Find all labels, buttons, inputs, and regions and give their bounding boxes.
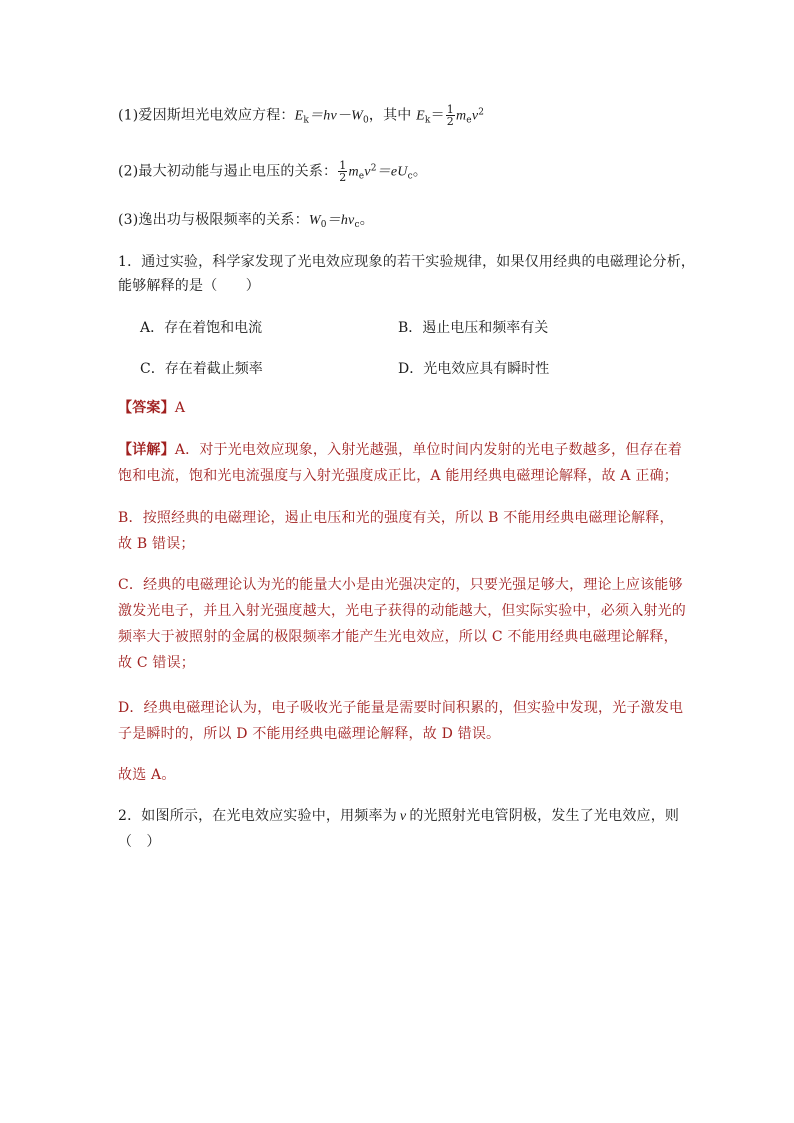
question-1-stem-line-1: 1．通过实验，科学家发现了光电效应现象的若干实验规律，如果仅用经典的电磁理论分析， <box>118 254 696 270</box>
answer-value: A <box>174 400 186 416</box>
detail-c-line-2: 激发光电子，并且入射光强度越大，光电子获得的动能越大，但实际实验中，必须入射光的 <box>118 603 686 619</box>
equation-rhs: ＝eU <box>376 164 408 180</box>
subscript-c: c <box>354 220 360 230</box>
option-b: B．遏止电压和频率有关 <box>398 320 549 336</box>
conclusion-line: 故选 A。 <box>118 767 176 783</box>
answer-line <box>118 398 185 418</box>
subscript-0: 0 <box>362 115 369 126</box>
subscript-c: c <box>407 171 413 182</box>
subscript-e: e <box>466 115 472 126</box>
question-1-stem-line-2: 能够解释的是（ ） <box>118 278 260 294</box>
subscript-k: k <box>424 115 431 126</box>
equation-rhs: ＝hν－W <box>309 108 363 124</box>
formula-work-function: (3)逸出功与极限频率的关系：$W_0=h\nu_c$。 <box>118 212 374 230</box>
detail-b-line-2: 故 B 错误； <box>118 536 195 552</box>
detail-c-line-4: 故 C 错误； <box>118 655 196 671</box>
option-a: A．存在着饱和电流 <box>140 320 263 336</box>
symbol-E: E <box>294 108 304 124</box>
superscript-2: 2 <box>370 163 377 174</box>
subscript-k: k <box>303 115 310 126</box>
option-d: D．光电效应具有瞬时性 <box>398 361 550 377</box>
symbol-v: v <box>471 108 479 124</box>
question-2-stem-line-2: （ ） <box>118 834 161 850</box>
fraction-half: $\frac{1}{2}$ <box>446 103 454 128</box>
detail-c-line-3: 频率大于被照射的金属的极限频率才能产生光电效应，所以 C 不能用经典电磁理论解释， <box>118 629 678 645</box>
detail-tag: 【详解】 <box>118 442 175 458</box>
symbol-m: m <box>348 164 359 180</box>
detail-a-line-1: 【详解】A．对于光电效应现象，入射光越强，单位时间内发射的光电子数越多，但存在着 <box>118 442 683 458</box>
equals-sign: ＝ <box>430 107 445 124</box>
question-2-stem-line-1: 2．如图所示，在光电效应实验中，用频率为 ν 的光照射光电管阴极，发生了光电效应，则 <box>118 808 680 824</box>
formula-label: (1)爱因斯坦光电效应方程： <box>118 107 295 124</box>
superscript-2: 2 <box>478 107 485 118</box>
symbol-E: E <box>416 108 425 124</box>
equation-rhs: ＝hν <box>326 213 355 228</box>
connector-text: ，其中 <box>368 107 412 124</box>
detail-a-line-2: 饱和电流，饱和光电流强度与入射光强度成正比，A 能用经典电磁理论解释，故 A 正确； <box>118 468 678 484</box>
subscript-0: 0 <box>320 220 327 230</box>
symbol-W: W <box>308 213 321 228</box>
answer-tag: 【答案】 <box>118 400 175 416</box>
subscript-e: e <box>358 171 365 182</box>
detail-b-line-1: B．按照经典的电磁理论，遏止电压和光的强度有关，所以 B 不能用经典电磁理论解释， <box>118 510 674 526</box>
formula-einstein-equation <box>118 104 484 127</box>
detail-d-line-2: 子是瞬时的，所以 D 不能用经典电磁理论解释，故 D 错误。 <box>118 726 501 742</box>
formula-label: (2)最大初动能与遏止电压的关系： <box>118 163 338 180</box>
detail-c-line-1: C．经典的电磁理论认为光的能量大小是由光强决定的，只要光强足够大，理论上应该能够 <box>118 577 683 593</box>
symbol-v: v <box>364 164 371 180</box>
formula-label: (3)逸出功与极限频率的关系： <box>118 212 309 228</box>
symbol-nu: ν <box>399 809 407 824</box>
symbol-m: m <box>455 108 467 124</box>
detail-d-line-1: D．经典电磁理论认为，电子吸收光子能量是需要时间积累的，但实验中发现，光子激发电 <box>118 700 684 716</box>
fraction-half: $\frac{1}{2}$ <box>339 159 347 184</box>
formula-stopping-voltage: (2)最大初动能与遏止电压的关系： $\frac{1}{2}$ $m_ev^2=eU_c$。 <box>118 159 428 184</box>
option-c: C．存在着截止频率 <box>140 361 263 377</box>
